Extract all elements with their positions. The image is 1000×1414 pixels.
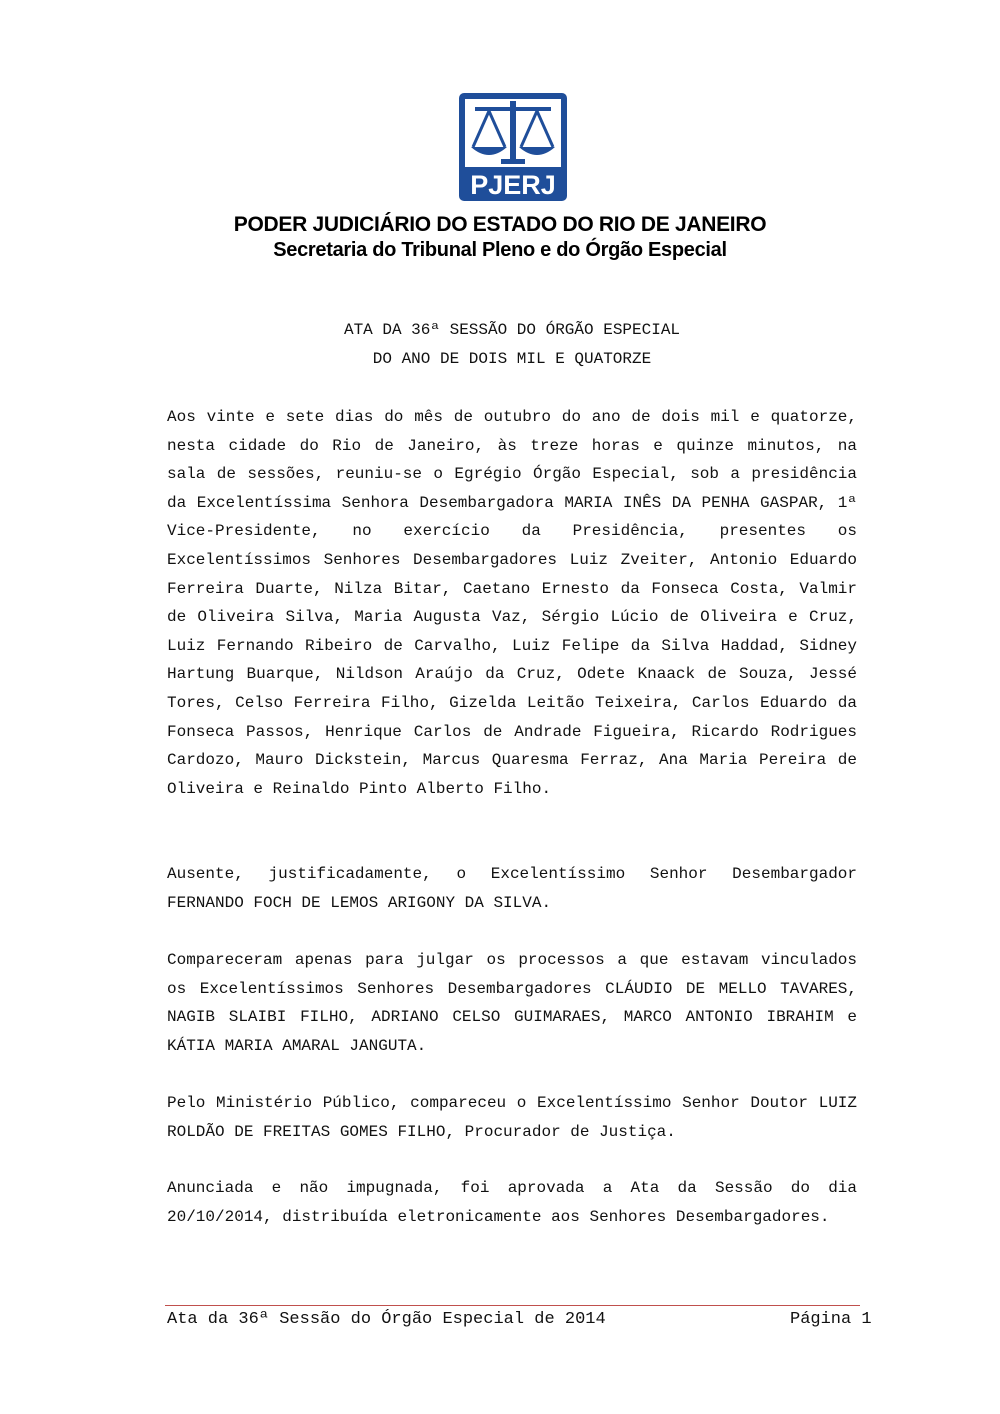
footer-page-number: Página 1	[790, 1310, 872, 1329]
footer-divider	[165, 1305, 860, 1306]
paragraph-absent: Ausente, justificadamente, o Excelentíssimo Senhor Desembargador FERNANDO FOCH DE LEMOS ARIGONY DA SILVA.	[167, 865, 857, 912]
document-title-line-2: DO ANO DE DOIS MIL E QUATORZE	[372, 350, 652, 368]
paragraph-public-ministry: Pelo Ministério Público, compareceu o Excelentíssimo Senhor Doutor LUIZ ROLDÃO DE FREITAS GOMES FILHO, Procurador de Justiça.	[167, 1094, 857, 1141]
document-title-line-1: ATA DA 36ª SESSÃO DO ÓRGÃO ESPECIAL	[343, 321, 681, 339]
footer-document-name: Ata da 36ª Sessão do Órgão Especial de 2014	[167, 1310, 606, 1329]
paragraph-attendance: Aos vinte e sete dias do mês de outubro do ano de dois mil e quatorze, nesta cidade do Rio de Janeiro, às treze horas e quinze minutos, na sala de sessões, reuniu-se o Egrégio Órgão Especial, sob a presidência da Excelentíssima Senhora Desembargadora MARIA INÊS DA PENHA GASPAR, 1ª Vice-Presidente, no exercício da Presidência, presentes os Excelentíssimos Senhores Desembargadores Luiz Zveiter, Antonio Eduardo Ferreira Duarte, Nilza Bitar, Caetano Ernesto da Fonseca Costa, Valmir de Oliveira Silva, Maria Augusta Vaz, Sérgio Lúcio de Oliveira e Cruz, Luiz Fernando Ribeiro de Carvalho, Luiz Felipe da Silva Haddad, Sidney Hartung Buarque, Nildson Araújo da Cruz, Odete Knaack de Souza, Jessé Tores, Celso Ferreira Filho, Gizelda Leitão Teixeira, Carlos Eduardo da Fonseca Passos, Henrique Carlos de Andrade Figueira, Ricardo Rodrigues Cardozo, Mauro Dickstein, Marcus Quaresma Ferraz, Ana Maria Pereira de Oliveira e Reinaldo Pinto Alberto Filho.	[167, 408, 857, 798]
paragraph-bound-judges: Compareceram apenas para julgar os processos a que estavam vinculados os Excelentíssimos Senhores Desembargadores CLÁUDIO DE MELLO TAVARES, NAGIB SLAIBI FILHO, ADRIANO CELSO GUIMARAES, MARCO ANTONIO IBRAHIM e KÁTIA MARIA AMARAL JANGUTA.	[167, 951, 857, 1055]
organization-department: Secretaria do Tribunal Pleno e do Órgão Especial	[273, 239, 727, 261]
paragraph-minutes-approval: Anunciada e não impugnada, foi aprovada a Ata da Sessão do dia 20/10/2014, distribuída eletronicamente aos Senhores Desembargadores.	[167, 1179, 857, 1226]
logo-text: PJERJ	[470, 170, 556, 200]
organization-name: PODER JUDICIÁRIO DO ESTADO DO RIO DE JANEIRO	[233, 213, 767, 236]
scales-of-justice-icon	[459, 93, 567, 201]
pjerj-logo	[459, 93, 567, 201]
